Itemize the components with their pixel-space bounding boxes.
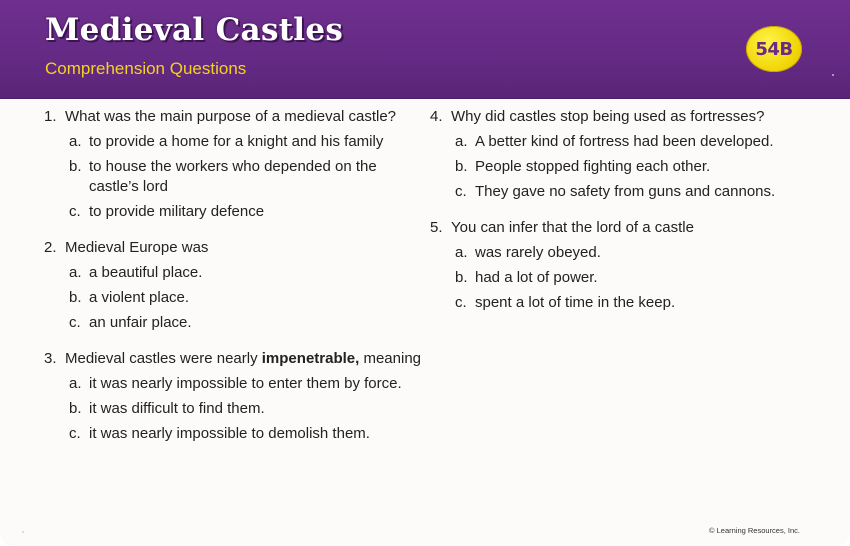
option-letter: b. bbox=[455, 158, 468, 175]
question-3 bbox=[44, 349, 424, 444]
option-text: a beautiful place. bbox=[89, 264, 203, 281]
answer-options bbox=[69, 374, 424, 444]
card-header bbox=[0, 0, 850, 99]
option-text: a violent place. bbox=[89, 289, 190, 306]
option-letter: c. bbox=[69, 425, 81, 442]
question-number: 5. bbox=[430, 219, 443, 236]
vocabulary-word: impenetrable, bbox=[261, 350, 360, 367]
option-letter: a. bbox=[69, 133, 82, 150]
option-letter: b. bbox=[69, 289, 82, 306]
answer-options bbox=[69, 263, 424, 333]
question-4 bbox=[430, 107, 810, 202]
answer-option-c bbox=[455, 293, 810, 313]
answer-option-c bbox=[69, 424, 424, 444]
option-text: had a lot of power. bbox=[475, 269, 598, 286]
answer-option-a bbox=[69, 374, 424, 394]
question-text: You can infer that the lord of a castle bbox=[451, 219, 694, 236]
answer-option-a bbox=[69, 132, 424, 152]
question-text bbox=[65, 349, 424, 369]
option-text: They gave no safety from guns and cannons. bbox=[475, 183, 776, 200]
option-text: was rarely obeyed. bbox=[475, 244, 601, 261]
answer-options bbox=[69, 132, 424, 222]
right-column bbox=[430, 107, 810, 329]
option-letter: c. bbox=[455, 294, 467, 311]
card-number: 54B bbox=[755, 38, 793, 60]
paper-speck bbox=[22, 531, 24, 533]
question-text: Why did castles stop being used as fortresses? bbox=[451, 108, 765, 125]
option-letter: c. bbox=[69, 203, 81, 220]
answer-options bbox=[455, 132, 810, 202]
answer-option-b bbox=[455, 157, 810, 177]
answer-option-b bbox=[69, 288, 424, 308]
option-letter: a. bbox=[69, 375, 82, 392]
option-letter: b. bbox=[455, 269, 468, 286]
card-title: Medieval Castles bbox=[45, 12, 344, 48]
answer-option-b bbox=[69, 399, 424, 419]
question-number: 3. bbox=[44, 350, 57, 367]
question-number: 4. bbox=[430, 108, 443, 125]
left-column bbox=[44, 107, 424, 460]
question-text: Medieval Europe was bbox=[65, 239, 209, 256]
question-5 bbox=[430, 218, 810, 313]
option-text: to house the workers who depended on the castle’s lord bbox=[89, 158, 377, 195]
option-text: spent a lot of time in the keep. bbox=[475, 294, 676, 311]
card-number-badge bbox=[746, 26, 802, 72]
card-subtitle: Comprehension Questions bbox=[45, 59, 247, 78]
option-letter: b. bbox=[69, 400, 82, 417]
answer-option-a bbox=[69, 263, 424, 283]
question-number: 2. bbox=[44, 239, 57, 256]
question-1 bbox=[44, 107, 424, 222]
answer-option-c bbox=[455, 182, 810, 202]
option-letter: a. bbox=[69, 264, 82, 281]
answer-option-a bbox=[455, 243, 810, 263]
copyright-notice: © Learning Resources, Inc. bbox=[709, 526, 800, 535]
paper-speck bbox=[832, 74, 834, 76]
option-text: it was difficult to find them. bbox=[89, 400, 265, 417]
option-text: A better kind of fortress had been developed. bbox=[475, 133, 774, 150]
option-letter: c. bbox=[69, 314, 81, 331]
answer-option-a bbox=[455, 132, 810, 152]
option-letter: b. bbox=[69, 158, 82, 175]
question-number: 1. bbox=[44, 108, 57, 125]
option-letter: c. bbox=[455, 183, 467, 200]
option-text: to provide a home for a knight and his family bbox=[89, 133, 384, 150]
option-text: People stopped fighting each other. bbox=[475, 158, 711, 175]
answer-option-c bbox=[69, 202, 424, 222]
option-text: an unfair place. bbox=[89, 314, 192, 331]
option-text: it was nearly impossible to enter them by force. bbox=[89, 375, 402, 392]
question-text-lead: Medieval castles were nearly bbox=[65, 350, 262, 367]
question-2 bbox=[44, 238, 424, 333]
option-letter: a. bbox=[455, 244, 468, 261]
question-text-tail: meaning bbox=[359, 350, 422, 367]
option-letter: a. bbox=[455, 133, 468, 150]
option-text: it was nearly impossible to demolish them. bbox=[89, 425, 370, 442]
answer-options bbox=[455, 243, 810, 313]
answer-option-b bbox=[455, 268, 810, 288]
answer-option-b bbox=[69, 157, 424, 197]
option-text: to provide military defence bbox=[89, 203, 265, 220]
question-text: What was the main purpose of a medieval castle? bbox=[65, 108, 397, 125]
answer-option-c bbox=[69, 313, 424, 333]
